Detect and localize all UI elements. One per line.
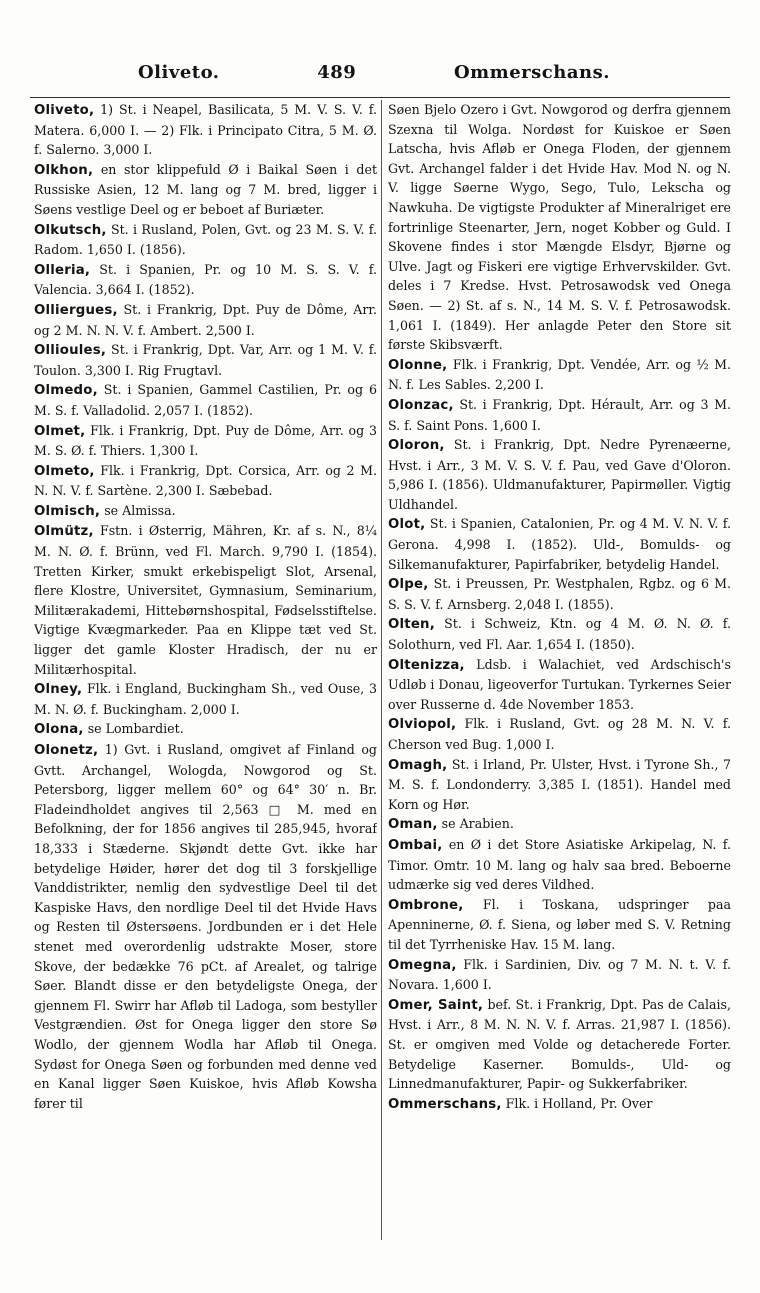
column-divider: [381, 100, 382, 1240]
dictionary-entry: [388, 1094, 731, 1115]
dictionary-entry: [388, 755, 731, 815]
entry-text: St. i Frankrig, Dpt. Puy de Dôme, Arr. og 2 M. N. N. V. f. Ambert. 2,500 I.: [34, 301, 377, 338]
dictionary-entry: [388, 814, 731, 835]
dictionary-entry: [388, 955, 731, 995]
entry-headword: Omer, Saint,: [388, 997, 484, 1013]
dictionary-entry: [34, 421, 377, 461]
entry-headword: Olliergues,: [34, 302, 118, 318]
entry-headword: Oloron,: [388, 438, 445, 454]
entry-text: Flk. i Frankrig, Dpt. Corsica, Arr. og 2 M. N. N. V. f. Sartène. 2,300 I. Sæbebad.: [34, 462, 377, 499]
dictionary-entry: [34, 380, 377, 420]
header-left-catchword: Oliveto.: [138, 62, 220, 83]
dictionary-entry: [34, 461, 377, 501]
dictionary-entry: [388, 574, 731, 614]
dictionary-entry: [34, 160, 377, 220]
entry-headword: Olmisch,: [34, 503, 101, 519]
entry-headword: Ommerschans,: [388, 1096, 502, 1112]
entry-headword: Olonzac,: [388, 397, 454, 413]
dictionary-entry: [388, 655, 731, 715]
entry-headword: Olmeto,: [34, 463, 95, 479]
dictionary-entry: [34, 501, 377, 522]
running-header: [138, 62, 610, 83]
entry-text: Flk. i England, Buckingham Sh., ved Ouse, 3 M. N. Ø. f. Buckingham. 2,000 I.: [34, 681, 377, 717]
dictionary-entry: [388, 995, 731, 1094]
entry-text: Flk. i Frankrig, Dpt. Vendée, Arr. og ½ M. N. f. Les Sables. 2,200 I.: [388, 356, 731, 393]
entry-headword: Olkutsch,: [34, 222, 107, 238]
dictionary-entry: [34, 521, 377, 679]
dictionary-entry: [34, 100, 377, 160]
entry-text: 1) St. i Neapel, Basilicata, 5 M. V. S. V. f. Matera. 6,000 I. — 2) Flk. i Principato Citra, 5 M. Ø. f. Salerno. 3,000 I.: [34, 102, 377, 158]
entry-text: St. i Frankrig, Dpt. Var, Arr. og 1 M. V. f. Toulon. 3,300 I. Rig Frugtavl.: [34, 342, 377, 378]
entry-text: en stor klippefuld Ø i Baikal Søen i det Russiske Asien, 12 M. lang og 7 M. bred, ligger i Søens vestlige Deel og er beboet af Buriæter.: [34, 161, 377, 217]
entry-headword: Oman,: [388, 817, 438, 833]
entry-headword: Ombrone,: [388, 897, 464, 913]
dictionary-entry: [388, 614, 731, 654]
entry-text: en Ø i det Store Asiatiske Arkipelag, N. f. Timor. Omtr. 10 M. lang og halv saa bred. Beboerne udmærke sig ved deres Vildhed.: [388, 836, 731, 893]
entry-headword: Olkhon,: [34, 162, 94, 178]
dictionary-entry: [388, 895, 731, 955]
dictionary-entry: [34, 220, 377, 260]
dictionary-entry: [388, 435, 731, 514]
continued-entry-text: Søen Bjelo Ozero i Gvt. Nowgorod og derfra gjennem Szexna til Wolga. Nordøst for Kuiskoe er Søen Latscha, hvis Afløb er Onega Floden, der gjennem Gvt. Archangel falder i det Hvide Hav. Mod N. og N. V. ligge Søerne Wygo, Sego, Tulo, Lekscha og Nawkuha. De vigtigste Produkter af Mineralriget ere fortrinlige Steenarter, Jern, noget Kobber og Guld. I Skovene findes i stor Mængde Elsdyr, Bjørne og Ulve. Jagt og Fiskeri ere vigtige Erhvervskilder. Gvt. deles i 7 Kredse. Hvst. Petrosawodsk ved Onega Søen. — 2) St. af s. N., 14 M. S. V. f. Petrosawodsk. 1,061 I. (1849). Her anlagde Peter den Store sit første Skibsværft.: [388, 102, 731, 353]
entry-text: St. i Preussen, Pr. Westphalen, Rgbz. og 6 M. S. S. V. f. Arnsberg. 2,048 I. (1855).: [388, 576, 731, 612]
entry-text: St. i Irland, Pr. Ulster, Hvst. i Tyrone Sh., 7 M. S. f. Londonderry. 3,385 I. (1851). Handel med Korn og Hør.: [388, 756, 731, 812]
entry-headword: Olonne,: [388, 357, 448, 373]
dictionary-entry: [34, 300, 377, 340]
entry-text: Ldsb. i Walachiet, ved Ardschisch's Udløb i Donau, ligeoverfor Turtukan. Tyrkernes Seier over Russerne d. 4de November 1853.: [388, 656, 731, 712]
entry-text: St. i Frankrig, Dpt. Nedre Pyrenæerne, Hvst. i Arr., 3 M. V. S. V. f. Pau, ved Gave d'Oloron. 5,986 I. (1856). Uldmanufakturer, Papirmøller. Vigtig Uldhandel.: [388, 437, 731, 512]
entry-headword: Omagh,: [388, 757, 448, 773]
dictionary-entry: [34, 260, 377, 300]
entry-text: Flk. i Sardinien, Div. og 7 M. N. t. V. f. Novara. 1,600 I.: [388, 956, 731, 993]
entry-text: bef. St. i Frankrig, Dpt. Pas de Calais, Hvst. i Arr., 8 M. N. N. V. f. Arras. 21,987 I. (1856). St. er omgiven med Volde og detacherede Forter. Betydelige Kaserner. Bomulds-, Uld- og Linnedmanufakturer, Papir- og Sukkerfabriker.: [388, 996, 731, 1092]
header-rule: [30, 97, 730, 98]
entry-text: St. i Spanien, Pr. og 10 M. S. S. V. f. Valencia. 3,664 I. (1852).: [34, 261, 377, 298]
entry-headword: Oltenizza,: [388, 657, 465, 673]
entry-text: St. i Frankrig, Dpt. Hérault, Arr. og 3 M. S. f. Saint Pons. 1,600 I.: [388, 396, 731, 433]
entry-headword: Olonetz,: [34, 743, 99, 758]
entry-text: St. i Spanien, Catalonien, Pr. og 4 M. V. N. V. f. Gerona. 4,998 I. (1852). Uld-, Bomulds- og Silkemanufakturer, Papirfabriker, betydelig Handel.: [388, 516, 731, 572]
entry-text: St. i Schweiz, Ktn. og 4 M. Ø. N. Ø. f. Solothurn, ved Fl. Aar. 1,654 I. (1850).: [388, 616, 731, 653]
entry-headword: Olmedo,: [34, 383, 98, 399]
left-column: [34, 100, 377, 1223]
entry-text: Fstn. i Østerrig, Mähren, Kr. af s. N., 8¼ M. N. Ø. f. Brünn, ved Fl. March. 9,790 I. (1854). Tretten Kirker, smukt erkebispeligt Slot, Arsenal, flere Klostre, Universitet, Gymnasium, Seminarium, Militærakademi, Hittebørnshospital, Fødselsstiftelse. Vigtige Kvægmarkeder. Paa en Klippe tæt ved St. ligger det gamle Kloster Hradisch, der nu er Militærhospital.: [34, 523, 377, 677]
entry-text: 1) Gvt. i Rusland, omgivet af Finland og Gvtt. Archangel, Wologda, Nowgorod og St. Petersborg, ligger mellem 60° og 64° 30′ n. Br. Fladeindholdet angives til 2,563 □ M. med en Befolkning, der for 1856 angives til 285,945, hvoraf 18,333 i Stæderne. Skjøndt dette Gvt. ikke har betydelige Høider, hører det dog til 3 forskjellige Vanddistrikter, nemlig den sydvestlige Deel til det Kaspiske Havs, den nordlige Deel til det Hvide Havs og Resten til Østersøens. Jordbunden er i det Hele stenet med overordenlig udstrakte Moser, store Skove, der bedække 76 pCt. af Arealet, og talrige Søer. Blandt disse er den betydeligste Onega, der gjennem Fl. Swirr har Afløb til Ladoga, som bestyller Vestgrændien. Øst for Onega ligger den store Sø Wodlo, der gjennem Wodla har Afløb til Onega. Sydøst for Onega Søen og forbunden med denne ved en Kanal ligger Søen Kuiskoe, hvis Afløb Kowsha fører til: [34, 742, 377, 1111]
right-column: [388, 100, 731, 1223]
entry-headword: Oliveto,: [34, 103, 95, 118]
entry-text: Flk. i Frankrig, Dpt. Puy de Dôme, Arr. og 3 M. S. Ø. f. Thiers. 1,300 I.: [34, 422, 377, 459]
entry-headword: Ollioules,: [34, 343, 107, 359]
dictionary-entry: [388, 714, 731, 754]
dictionary-entry: [34, 719, 377, 740]
header-right-catchword: Ommerschans.: [453, 62, 610, 83]
dictionary-entry: [34, 340, 377, 380]
entry-headword: Olney,: [34, 682, 83, 698]
entry-text: se Lombardiet.: [83, 721, 184, 737]
dictionary-entry: [34, 740, 377, 1113]
dictionary-entry: [388, 395, 731, 435]
entry-headword: Olot,: [388, 517, 426, 533]
entry-text: se Arabien.: [437, 816, 514, 832]
entry-text: St. i Rusland, Polen, Gvt. og 23 M. S. V. f. Radom. 1,650 I. (1856).: [34, 221, 377, 258]
dictionary-entry: [388, 835, 731, 895]
entry-headword: Olviopol,: [388, 717, 457, 733]
page-number: 489: [317, 62, 357, 83]
entry-text: Flk. i Holland, Pr. Over: [501, 1095, 653, 1111]
entry-headword: Ombai,: [388, 837, 443, 853]
entry-headword: Olmet,: [34, 423, 86, 439]
entry-text: Flk. i Rusland, Gvt. og 28 M. N. V. f. Cherson ved Bug. 1,000 I.: [388, 716, 731, 752]
entry-headword: Olpe,: [388, 577, 429, 593]
dictionary-entry: [388, 355, 731, 395]
entry-headword: Olten,: [388, 617, 435, 633]
entry-headword: Olona,: [34, 722, 84, 738]
entry-text: Fl. i Toskana, udspringer paa Apenninerne, Ø. f. Siena, og løber med S. V. Retning til det Tyrrheniske Hav. 15 M. lang.: [388, 896, 731, 952]
entry-text: se Almissa.: [100, 502, 176, 518]
entry-headword: Omegna,: [388, 957, 457, 973]
dictionary-entry: [388, 514, 731, 574]
entry-headword: Olleria,: [34, 262, 91, 278]
entry-text: St. i Spanien, Gammel Castilien, Pr. og 6 M. S. f. Valladolid. 2,057 I. (1852).: [34, 382, 377, 418]
dictionary-entry: [34, 679, 377, 719]
entry-headword: Olmütz,: [34, 524, 94, 540]
